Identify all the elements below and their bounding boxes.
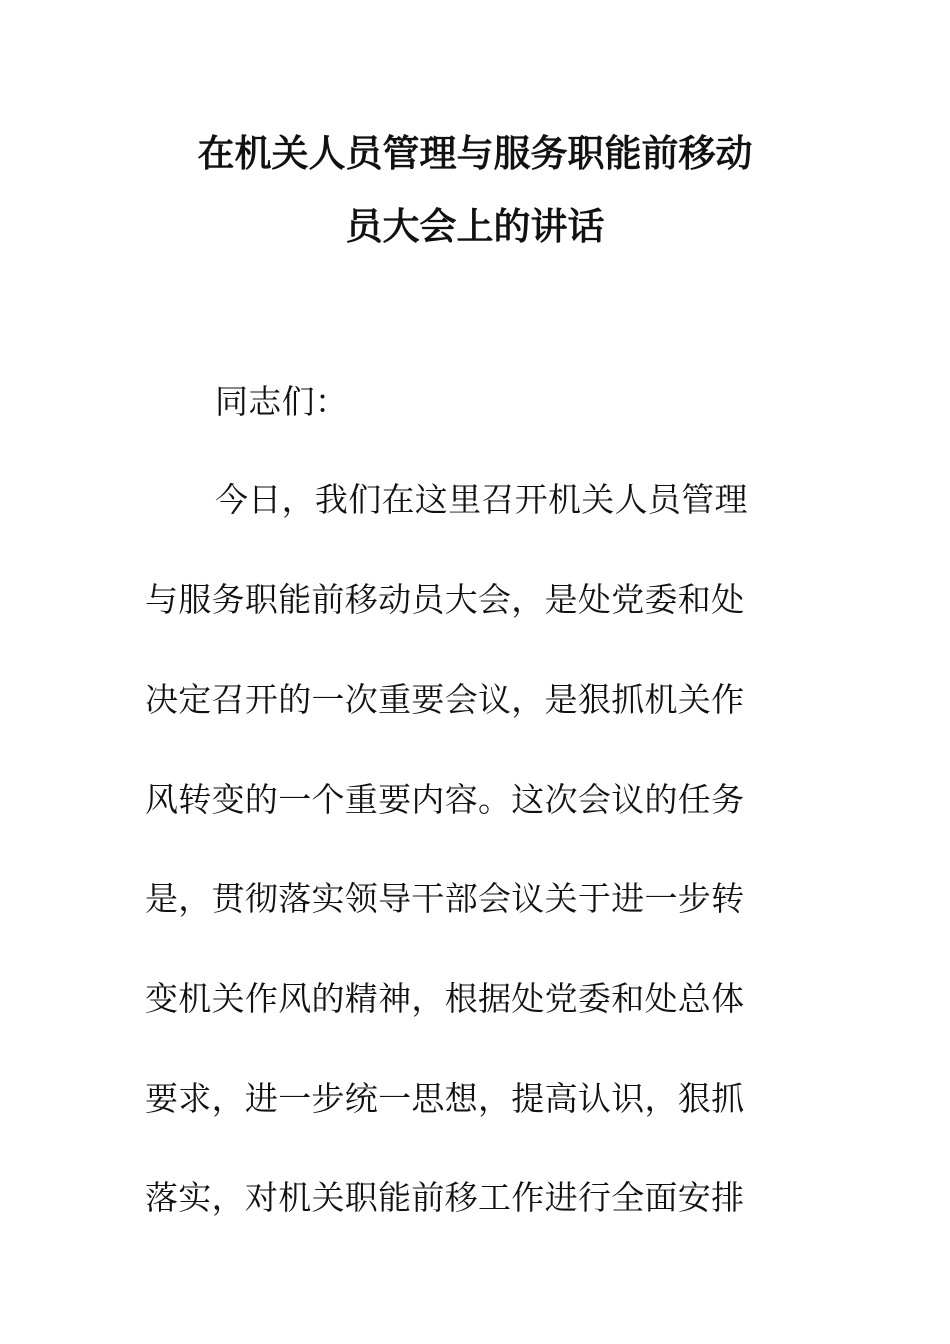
document-title-line-2: 员大会上的讲话 bbox=[345, 205, 605, 248]
body-line-5: 是，贯彻落实领导干部会议关于进一步转 bbox=[145, 879, 745, 918]
body-line-7: 要求，进一步统一思想，提高认识，狠抓 bbox=[145, 1079, 745, 1118]
body-line-1: 今日，我们在这里召开机关人员管理 bbox=[215, 480, 748, 519]
body-line-8: 落实，对机关职能前移工作进行全面安排 bbox=[145, 1178, 745, 1217]
body-line-6: 变机关作风的精神，根据处党委和处总体 bbox=[145, 979, 745, 1018]
body-line-3: 决定召开的一次重要会议，是狠抓机关作 bbox=[145, 680, 745, 719]
salutation: 同志们： bbox=[215, 382, 349, 421]
document-title-line-1: 在机关人员管理与服务职能前移动 bbox=[197, 132, 753, 175]
body-line-2: 与服务职能前移动员大会，是处党委和处 bbox=[145, 580, 745, 619]
body-line-4: 风转变的一个重要内容。这次会议的任务 bbox=[145, 780, 745, 819]
